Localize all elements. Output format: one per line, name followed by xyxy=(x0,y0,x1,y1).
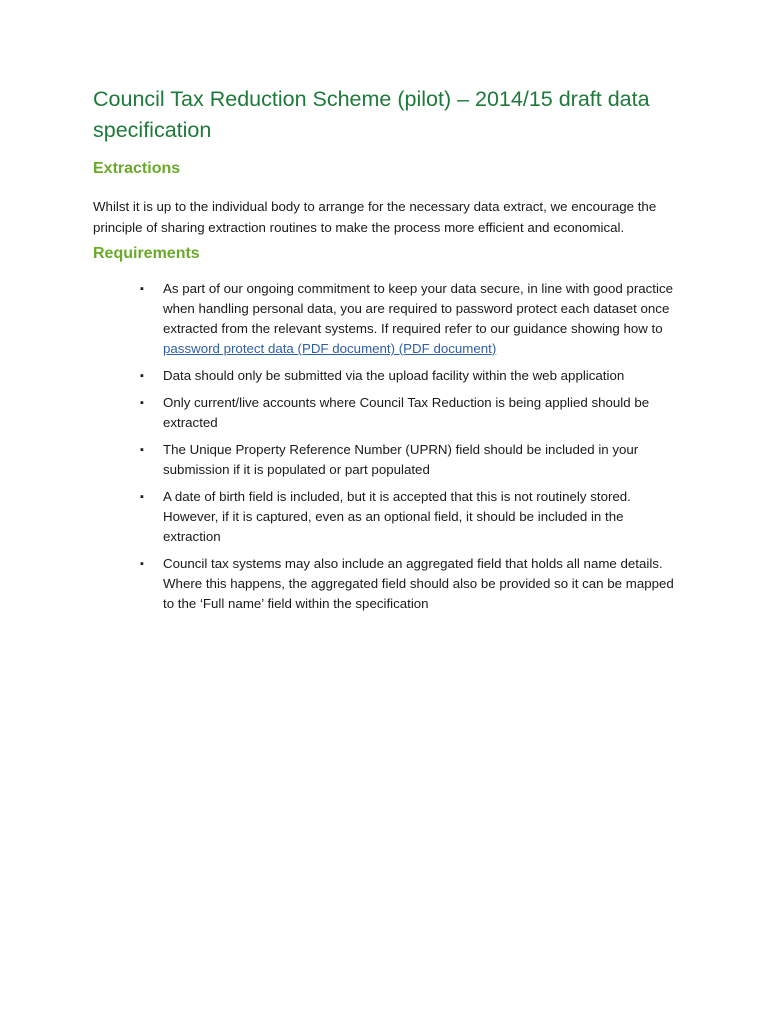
extractions-paragraph: Whilst it is up to the individual body to arrange for the necessary data extract, we encourage the principle of sharing extraction routines to make the process more efficient and economical. xyxy=(93,199,657,235)
requirement-text: As part of our ongoing commitment to keep your data secure, in line with good practice when handling personal data, you are required to password protect each dataset once extracted from the relevant systems. If required refer to our guidance showing how to xyxy=(163,281,673,336)
bullet-icon: ▪ xyxy=(140,491,144,503)
requirement-item xyxy=(93,366,683,386)
document-page xyxy=(93,84,683,621)
requirements-list xyxy=(93,279,683,614)
bullet-icon: ▪ xyxy=(140,558,144,570)
requirement-text: Council tax systems may also include an aggregated field that holds all name details. Where this happens, the aggregated field should also be provided so it can be mapped to the ‘Full name’ field within the specification xyxy=(163,556,674,611)
requirement-text: Data should only be submitted via the upload facility within the web application xyxy=(163,368,625,383)
bullet-icon: ▪ xyxy=(140,397,144,409)
requirement-item xyxy=(93,440,683,480)
requirement-text: Only current/live accounts where Council Tax Reduction is being applied should be extracted xyxy=(163,395,650,430)
requirement-text: A date of birth field is included, but it is accepted that this is not routinely stored. However, if it is captured, even as an optional field, it should be included in the extraction xyxy=(163,489,631,544)
bullet-icon: ▪ xyxy=(140,370,144,382)
password-protect-data-link[interactable]: password protect data (PDF document) (PDF document) xyxy=(163,341,497,356)
requirements-heading: Requirements xyxy=(93,245,200,262)
extractions-heading: Extractions xyxy=(93,160,181,177)
requirement-item xyxy=(93,393,683,433)
bullet-icon: ▪ xyxy=(140,283,144,295)
requirement-text: The Unique Property Reference Number (UPRN) field should be included in your submission if it is populated or part populated xyxy=(163,442,639,477)
requirement-item xyxy=(93,279,683,359)
document-title: Council Tax Reduction Scheme (pilot) – 2014/15 draft data specification xyxy=(93,87,650,142)
bullet-icon: ▪ xyxy=(140,444,144,456)
requirement-item xyxy=(93,487,683,547)
requirement-item xyxy=(93,554,683,614)
